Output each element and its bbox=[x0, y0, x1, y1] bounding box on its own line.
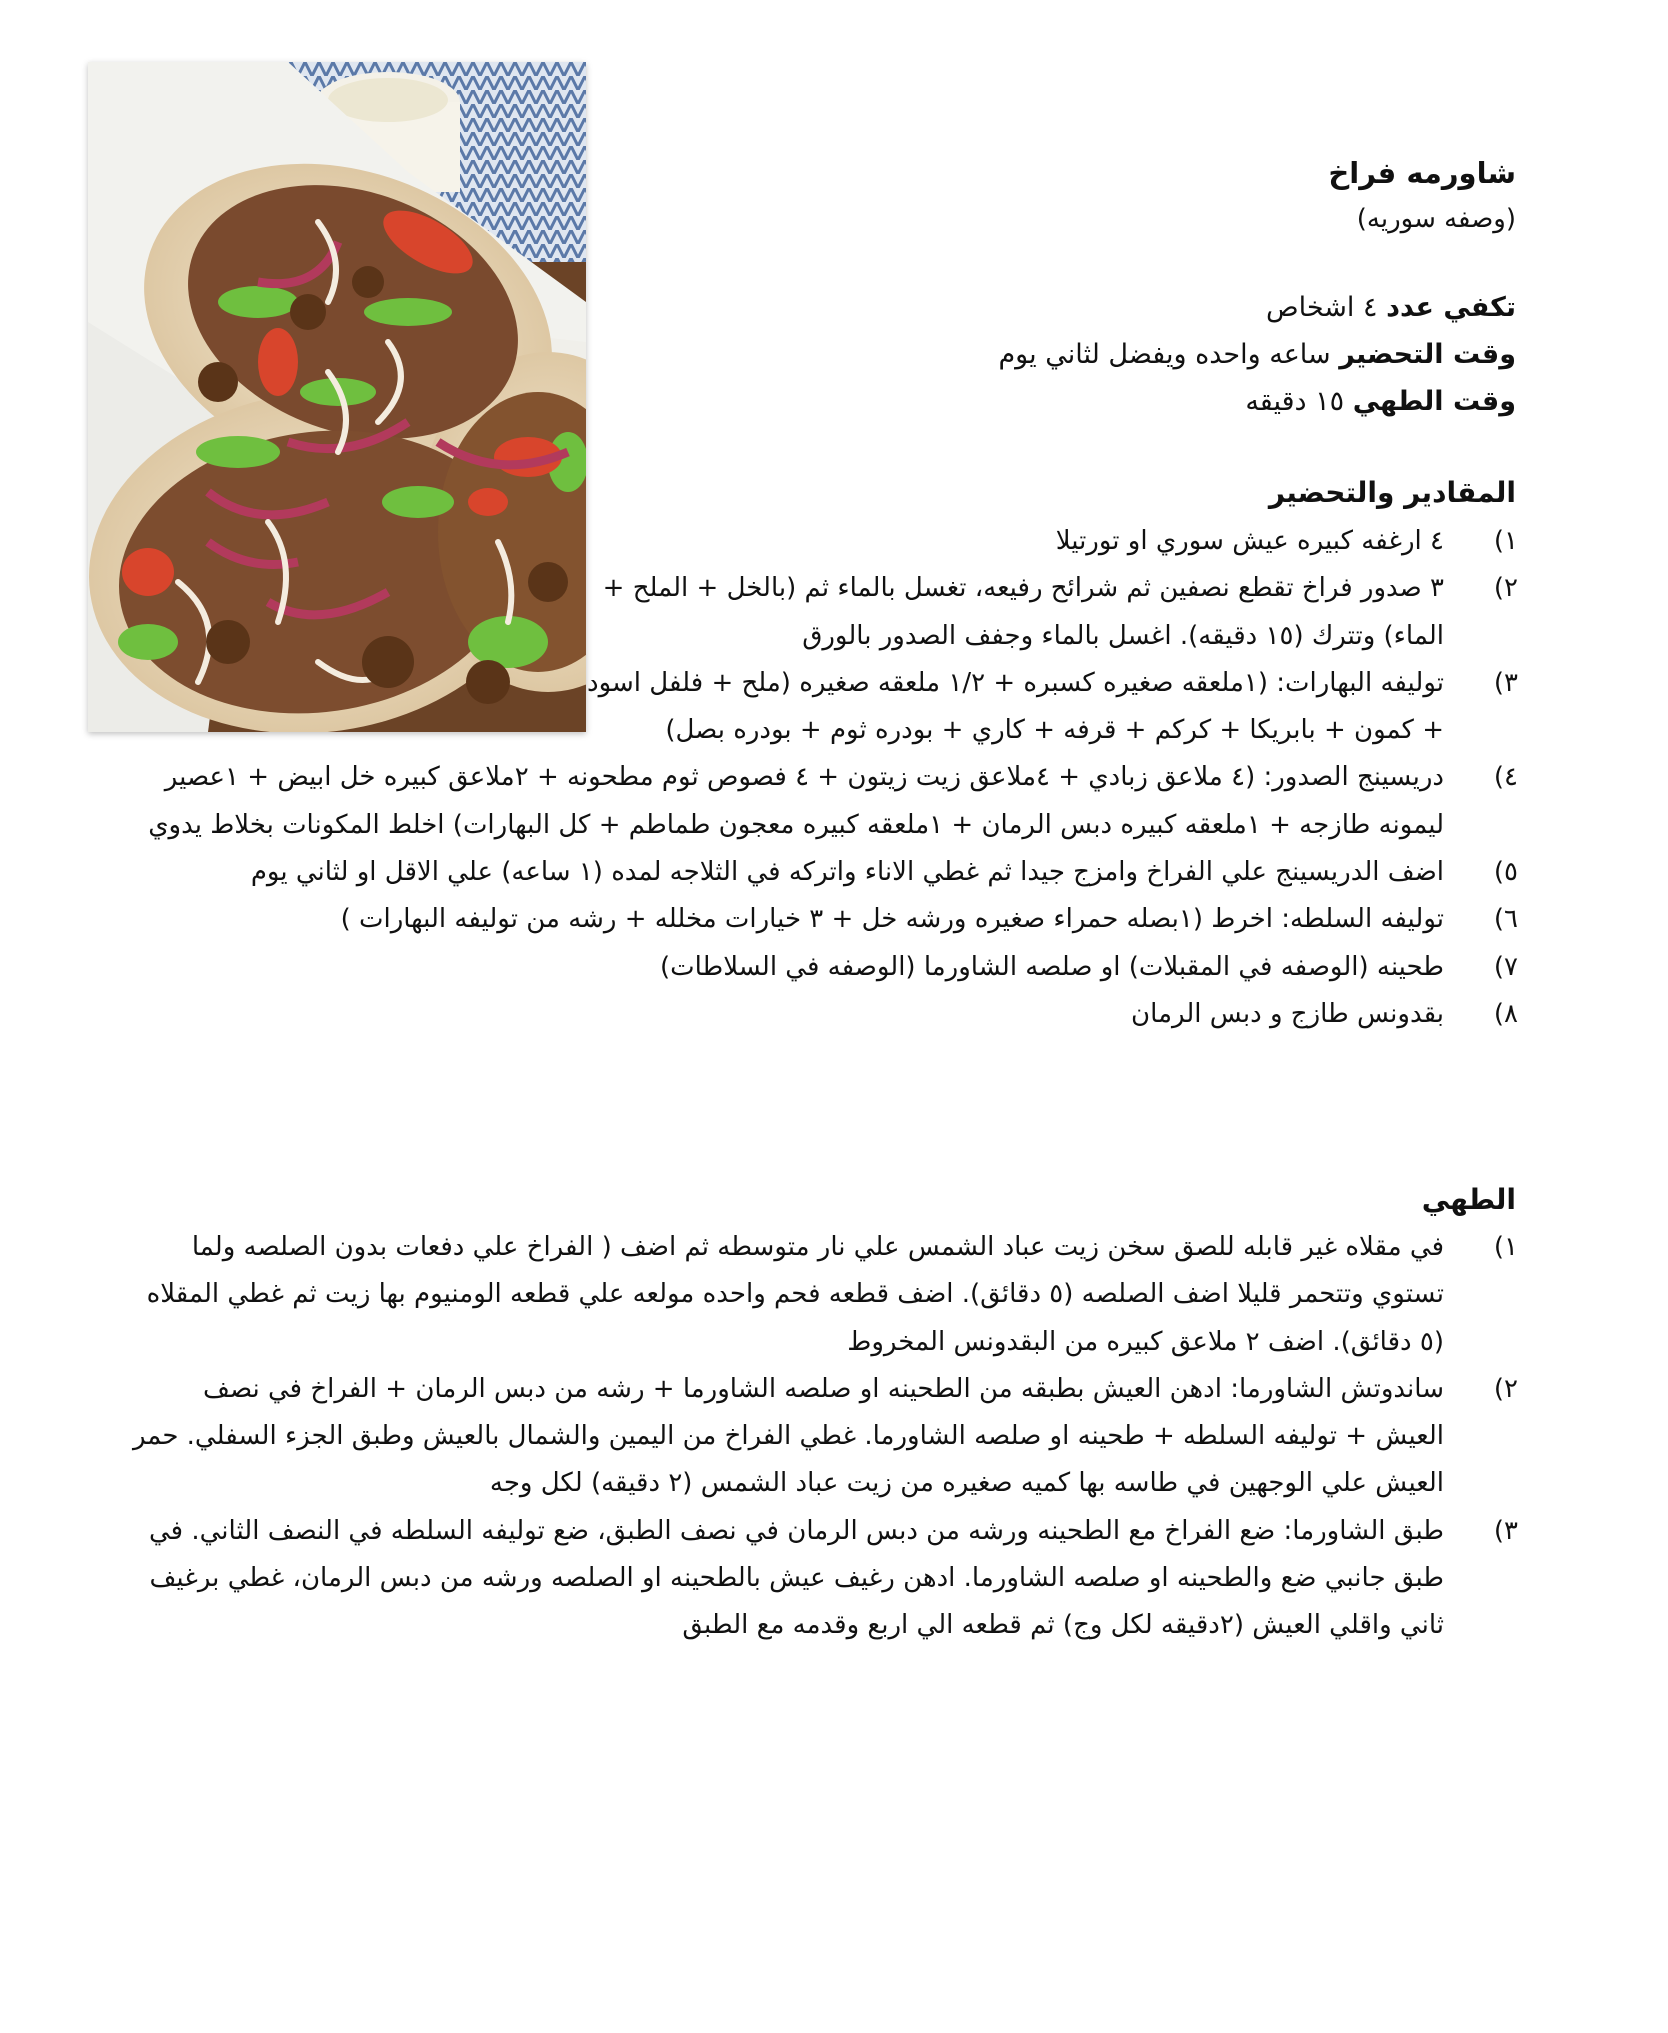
item-text: ٤ ارغفه كبيره عيش سوري او تورتيلا bbox=[1055, 526, 1444, 556]
list-item bbox=[132, 896, 1518, 943]
recipe-subtitle: (وصفه سوريه) bbox=[1356, 204, 1516, 234]
item-text: طبق الشاورما: ضع الفراخ مع الطحينه ورشه من دبس الرمان في نصف الطبق، ضع توليفه السلطه في النصف الثاني. في طبق جانبي ضع والطحينه او صلصه الشاورما. ادهن رغيف عيش بالطحينه او الصلصه ورشه من دبس الرمان، غطي برغيف ثاني واقلي العيش (٢دقيقه لكل وج) ثم قطعه الي اربع وقدمه مع الطبق bbox=[149, 1515, 1444, 1641]
list-item bbox=[132, 1366, 1518, 1508]
cook-time-label: وقت الطهي bbox=[1352, 386, 1516, 417]
item-text: توليفه البهارات: (١ملعقه صغيره كسبره + ١/٢ ملعقه صغيره (ملح + فلفل اسود + كمون + بابريكا + كركم + قرفه + كاري + بودره ثوم + بودره بصل) bbox=[587, 667, 1444, 746]
list-item bbox=[132, 754, 1518, 849]
recipe-meta bbox=[816, 284, 1516, 425]
serves-line bbox=[816, 284, 1516, 331]
item-number: ٧) bbox=[1493, 951, 1518, 982]
list-item bbox=[132, 849, 1518, 896]
item-number: ٢) bbox=[1493, 1373, 1518, 1404]
item-number: ٣) bbox=[1493, 667, 1518, 698]
cook-time-value: ١٥ دقيقه bbox=[1245, 386, 1345, 417]
item-text: طحينه (الوصفه في المقبلات) او صلصه الشاورما (الوصفه في السلاطات) bbox=[659, 951, 1444, 982]
prep-time-line bbox=[816, 331, 1516, 378]
list-item bbox=[132, 518, 1518, 565]
item-text: ساندوتش الشاورما: ادهن العيش بطبقه من الطحينه او صلصه الشاورما + رشه من دبس الرمان + الفراخ في نصف العيش + توليفه السلطه + طحينه او صلصه الشاورما. غطي الفراخ من اليمين والشمال بالعيش وطبق الجزء السفلي. حمر العيش علي الوجهين في طاسه بها كميه صغيره من زيت عباد الشمس (٢ دقيقه) لكل وجه bbox=[132, 1373, 1444, 1499]
serves-value: ٤ اشخاص bbox=[1265, 292, 1378, 323]
list-item bbox=[132, 944, 1518, 991]
recipe-header bbox=[816, 150, 1516, 242]
cooking-steps-list bbox=[132, 1224, 1518, 1650]
item-text: بقدونس طازج و دبس الرمان bbox=[1131, 998, 1444, 1029]
list-item bbox=[132, 991, 1518, 1038]
list-item bbox=[132, 1508, 1518, 1650]
item-number: ٢) bbox=[1493, 573, 1518, 604]
serves-label: تكفي عدد bbox=[1386, 292, 1516, 323]
list-item bbox=[132, 660, 1518, 755]
prep-time-label: وقت التحضير bbox=[1339, 339, 1516, 370]
item-text: اضف الدريسينج علي الفراخ وامزج جيدا ثم غطي الاناء واتركه في الثلاجه لمده (١ ساعه) علي الاقل او لثاني يوم bbox=[250, 857, 1444, 888]
list-item bbox=[132, 1224, 1518, 1366]
item-number: ٤) bbox=[1493, 762, 1518, 793]
item-number: ٣) bbox=[1493, 1515, 1518, 1546]
item-text: ٣ صدور فراخ تقطع نصفين ثم شرائح رفيعه، تغسل بالماء ثم (بالخل + الملح + الماء) وتترك (١٥ دقيقه). اغسل بالماء وجفف الصدور بالورق bbox=[602, 573, 1444, 651]
item-number: ٥) bbox=[1493, 857, 1518, 888]
item-number: ٦) bbox=[1493, 904, 1518, 935]
item-text: دريسينج الصدور: (٤ ملاعق زبادي + ٤ملاعق زيت زيتون + ٤ فصوص ثوم مطحونه + ٢ملاعق كبيره خل ابيض + ١عصير ليمونه طازجه + ١ملعقه كبيره دبس الرمان + ١ملعقه كبيره معجون طماطم + كل البهارات) اخلط المكونات بخلاط يدوي bbox=[148, 762, 1444, 840]
ingredients-list bbox=[132, 518, 1518, 1038]
item-number: ١) bbox=[1493, 526, 1518, 556]
ingredients-heading: المقادير والتحضير bbox=[1268, 476, 1516, 509]
prep-time-value: ساعه واحده ويفضل لثاني يوم bbox=[998, 339, 1331, 370]
item-number: ١) bbox=[1493, 1232, 1518, 1262]
item-text: في مقلاه غير قابله للصق سخن زيت عباد الشمس علي نار متوسطه ثم اضف ( الفراخ علي دفعات بدون الصلصه ولما تستوي وتتحمر قليلا اضف الصلصه (٥ دقائق). اضف قطعه فحم واحده مولعه علي قطعه الومنيوم بها زيت ثم غطي المقلاه (٥ دقائق). اضف ٢ ملاعق كبيره من البقدونس المخروط bbox=[146, 1232, 1444, 1357]
item-number: ٨) bbox=[1493, 998, 1518, 1029]
recipe-title: شاورمه فراخ bbox=[1328, 156, 1516, 190]
list-item bbox=[132, 565, 1518, 660]
cook-time-line bbox=[816, 378, 1516, 425]
item-text: توليفه السلطه: اخرط (١بصله حمراء صغيره ورشه خل + ٣ خيارات مخلله + رشه من توليفه البهارات ) bbox=[340, 904, 1444, 935]
cooking-heading: الطهي bbox=[1421, 1183, 1516, 1216]
